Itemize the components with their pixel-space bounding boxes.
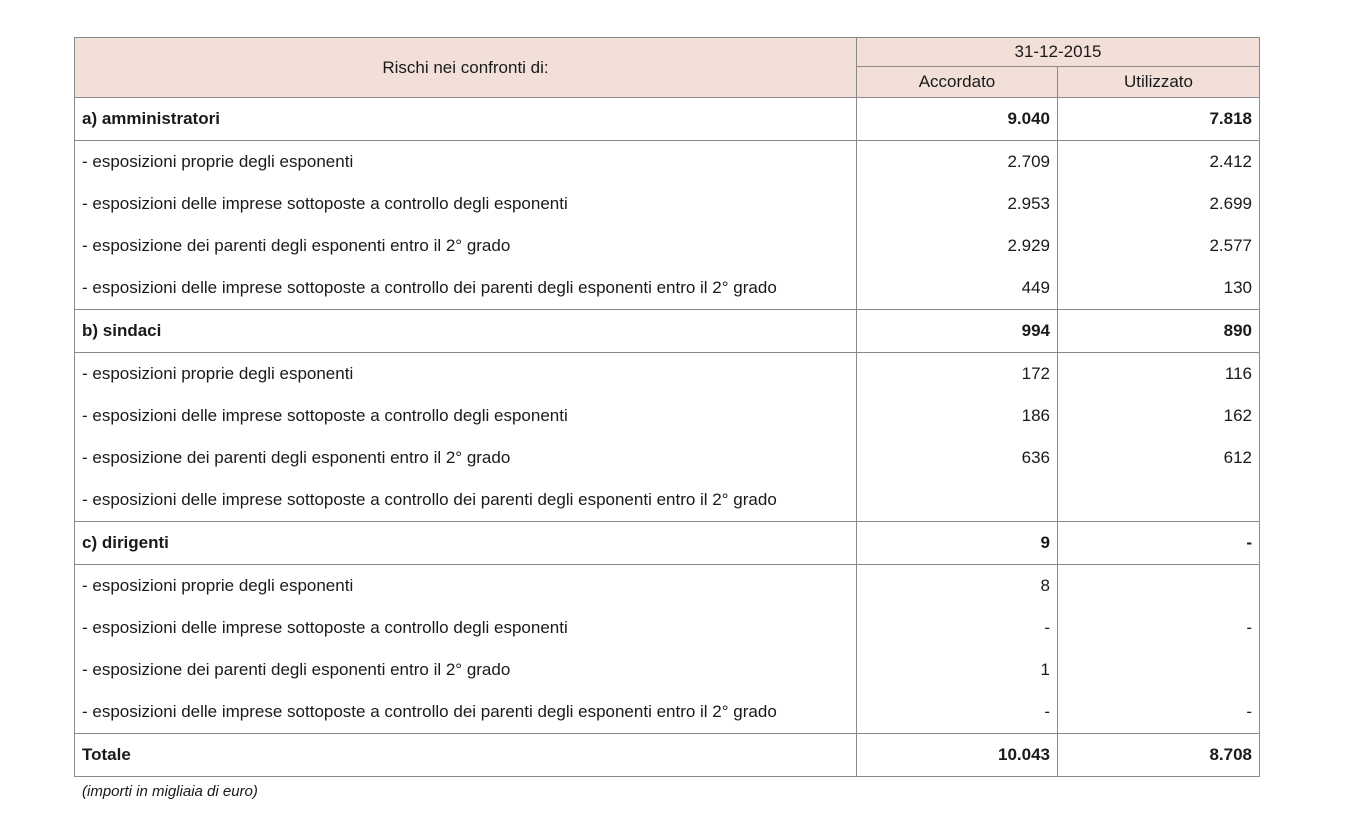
section-row-dirigenti [75, 522, 1260, 565]
row-utilizzato [1058, 479, 1260, 522]
row-label: - esposizioni proprie degli esponenti [75, 141, 857, 184]
row-accordato: 1 [857, 649, 1058, 691]
row-accordato: 172 [857, 353, 1058, 396]
header-date-cell: 31-12-2015 [857, 38, 1260, 67]
row-accordato: 636 [857, 437, 1058, 479]
table-row [75, 691, 1260, 734]
table-row [75, 141, 1260, 184]
table-row [75, 267, 1260, 310]
row-utilizzato: - [1058, 691, 1260, 734]
row-utilizzato [1058, 649, 1260, 691]
section-utilizzato: 7.818 [1058, 98, 1260, 141]
section-row-sindaci [75, 310, 1260, 353]
row-accordato: 2.709 [857, 141, 1058, 184]
row-label: - esposizioni delle imprese sottoposte a controllo dei parenti degli esponenti entro il 2° grado [75, 267, 857, 310]
section-utilizzato: - [1058, 522, 1260, 565]
table-row [75, 183, 1260, 225]
row-accordato: 2.953 [857, 183, 1058, 225]
row-label: - esposizione dei parenti degli esponenti entro il 2° grado [75, 225, 857, 267]
row-utilizzato: 162 [1058, 395, 1260, 437]
row-utilizzato: 130 [1058, 267, 1260, 310]
row-label: - esposizioni delle imprese sottoposte a controllo dei parenti degli esponenti entro il 2° grado [75, 691, 857, 734]
row-accordato: 2.929 [857, 225, 1058, 267]
row-utilizzato: 116 [1058, 353, 1260, 396]
row-label: - esposizioni delle imprese sottoposte a controllo degli esponenti [75, 607, 857, 649]
row-utilizzato: 2.577 [1058, 225, 1260, 267]
row-accordato: 8 [857, 565, 1058, 608]
related-party-risk-table [74, 37, 1260, 777]
row-label: - esposizioni proprie degli esponenti [75, 353, 857, 396]
header-utilizzato: Utilizzato [1058, 67, 1260, 98]
table-row [75, 649, 1260, 691]
table-row [75, 437, 1260, 479]
row-label: - esposizioni delle imprese sottoposte a controllo degli esponenti [75, 395, 857, 437]
row-accordato: 449 [857, 267, 1058, 310]
row-label: - esposizioni delle imprese sottoposte a controllo degli esponenti [75, 183, 857, 225]
row-label: - esposizione dei parenti degli esponenti entro il 2° grado [75, 437, 857, 479]
row-label: - esposizioni proprie degli esponenti [75, 565, 857, 608]
table-row [75, 565, 1260, 608]
row-utilizzato: - [1058, 607, 1260, 649]
table-row [75, 607, 1260, 649]
table-header [75, 38, 1260, 98]
section-accordato: 9.040 [857, 98, 1058, 141]
header-label-cell: Rischi nei confronti di: [75, 38, 857, 98]
row-label: - esposizione dei parenti degli esponenti entro il 2° grado [75, 649, 857, 691]
table-row [75, 353, 1260, 396]
section-title: a) amministratori [75, 98, 857, 141]
section-title: c) dirigenti [75, 522, 857, 565]
row-accordato: 186 [857, 395, 1058, 437]
table-row [75, 479, 1260, 522]
section-row-amministratori [75, 98, 1260, 141]
section-title: b) sindaci [75, 310, 857, 353]
table-row [75, 395, 1260, 437]
total-label: Totale [75, 734, 857, 777]
row-accordato: - [857, 607, 1058, 649]
row-utilizzato [1058, 565, 1260, 608]
table-body [75, 98, 1260, 777]
header-accordato: Accordato [857, 67, 1058, 98]
total-utilizzato: 8.708 [1058, 734, 1260, 777]
row-accordato [857, 479, 1058, 522]
section-accordato: 994 [857, 310, 1058, 353]
row-utilizzato: 612 [1058, 437, 1260, 479]
total-accordato: 10.043 [857, 734, 1058, 777]
row-label: - esposizioni delle imprese sottoposte a controllo dei parenti degli esponenti entro il 2° grado [75, 479, 857, 522]
table-row [75, 225, 1260, 267]
total-row [75, 734, 1260, 777]
row-utilizzato: 2.412 [1058, 141, 1260, 184]
section-accordato: 9 [857, 522, 1058, 565]
section-utilizzato: 890 [1058, 310, 1260, 353]
footnote: (importi in migliaia di euro) [82, 783, 258, 800]
cropped-text-line [80, 0, 760, 4]
row-accordato: - [857, 691, 1058, 734]
row-utilizzato: 2.699 [1058, 183, 1260, 225]
